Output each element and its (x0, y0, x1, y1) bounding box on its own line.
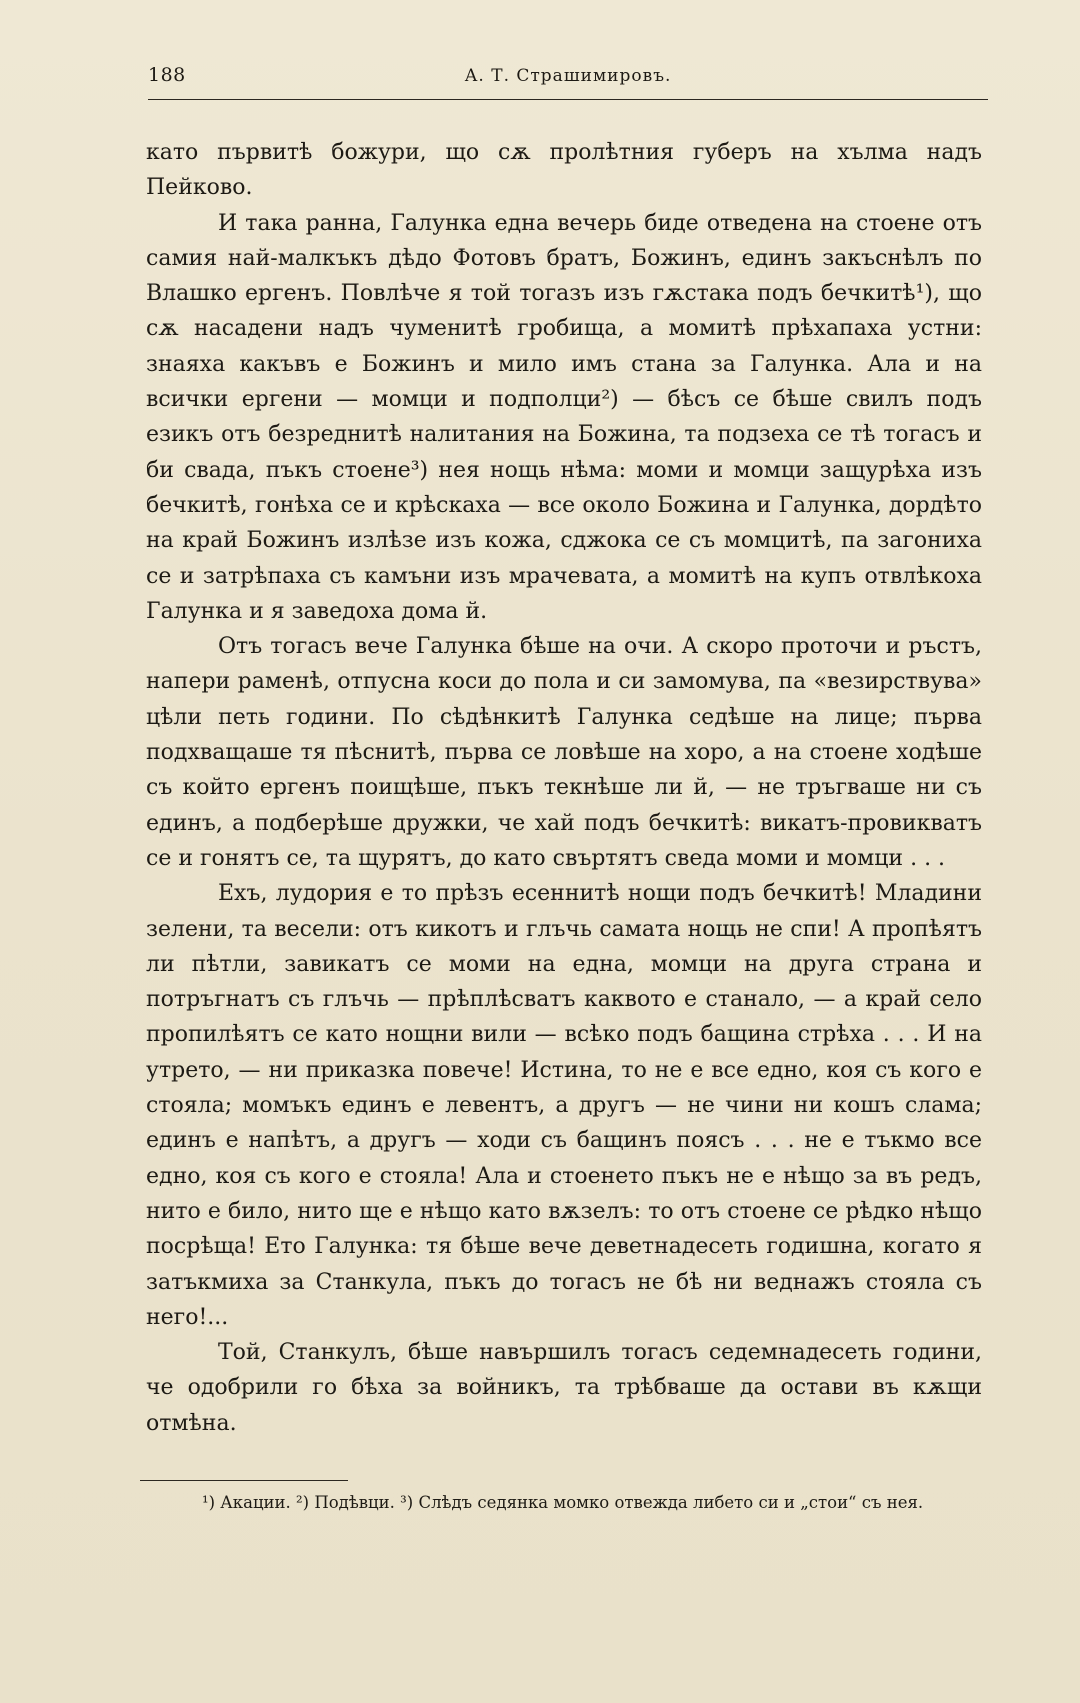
paragraph-1: като първитѣ божури, що сѫ пролѣтния губеръ на хълма надъ Пейково. (146, 140, 982, 201)
footnote-text: ¹) Акации. ²) Подѣвци. ³) Слѣдъ седянка момко отвежда либето си и „стои“ съ нея. (202, 1493, 924, 1512)
page-number: 188 (148, 64, 186, 86)
paragraph-3: Отъ тогасъ вече Галунка бѣше на очи. А скоро проточи и ръстъ, напери раменѣ, отпусна коси до пола и си замомува, па «везирствува» цѣли петь години. По сѣдѣнкитѣ Галунка седѣше на лице; първа подхващаше тя пѣснитѣ, първа се ловѣше на хоро, а на стоене ходѣше съ който ергенъ поищѣше, пъкъ текнѣше ли й, — не тръгваше ни съ единъ, а подберѣше дружки, че хай подъ бечкитѣ: викатъ-провикватъ се и гонятъ се, та щурятъ, до като свъртятъ сведа моми и момци . . . (146, 634, 982, 871)
page-header (148, 60, 988, 100)
paragraph-4: Ехъ, лудория е то прѣзъ есеннитѣ нощи подъ бечкитѣ! Младини зелени, та весели: отъ кикотъ и глъчь самата нощь не спи! А пропѣятъ ли пѣтли, завикатъ се моми на една, момци на друга страна и потръгнатъ съ глъчь — прѣплѣсватъ каквото е станало, — а край село пропилѣятъ се като нощни вили — всѣко подъ бащина стрѣха . . . И на утрето, — ни приказка повече! Истина, то не е все едно, коя съ кого е стояла; момъкъ единъ е левентъ, а другъ — не чини ни кошъ слама; единъ е напѣтъ, а другъ — ходи съ бащинъ поясъ . . . не е тъкмо все едно, коя съ кого е стояла! Ала и стоенето пъкъ не е нѣщо за въ редъ, нито е било, нито ще е нѣщо като вѫзелъ: то отъ стоене се рѣдко нѣщо посрѣща! Ето Галунка: тя бѣше вече деветнадесеть годишна, когато я затъкмиха за Станкула, пъкъ до тогасъ не бѣ ни веднажъ стояла съ него!... (146, 881, 982, 1330)
body-text (146, 135, 982, 1441)
header-rule (148, 99, 988, 100)
paragraph-5: Той, Станкулъ, бѣше навършилъ тогасъ седемнадесеть години, че одобрили го бѣха за войникъ, та трѣбваше да остави въ кѫщи отмѣна. (146, 1340, 982, 1436)
footnote-rule (140, 1480, 348, 1481)
footnotes (140, 1490, 985, 1516)
paragraph-2: И така ранна, Галунка една вечерь биде отведена на стоене отъ самия най-малкъкъ дѣдо Фотовъ братъ, Божинъ, единъ закъснѣлъ по Влашко ергенъ. Повлѣче я той тогазъ изъ гѫстака подъ бечкитѣ¹), що сѫ насадени надъ чуменитѣ гробища, а момитѣ прѣхапаха устни: знаяха какъвъ е Божинъ и мило имъ стана за Галунка. Ала и на всички ергени — момци и подполци²) — бѣсъ се бѣше свилъ подъ езикъ отъ безреднитѣ налитания на Божина, та подзеха се тѣ тогасъ и би свада, пъкъ стоене³) нея нощь нѣма: моми и момци защурѣха изъ бечкитѣ, гонѣха се и крѣскаха — все около Божина и Галунка, дордѣто на край Божинъ излѣзе изъ кожа, сджока се съ момцитѣ, па загониха се и затрѣпаха съ камъни изъ мрачевата, а момитѣ на купъ отвлѣкоха Галунка и я заведоха дома й. (146, 210, 982, 624)
running-head: А. Т. Страшимировъ. (464, 66, 672, 86)
